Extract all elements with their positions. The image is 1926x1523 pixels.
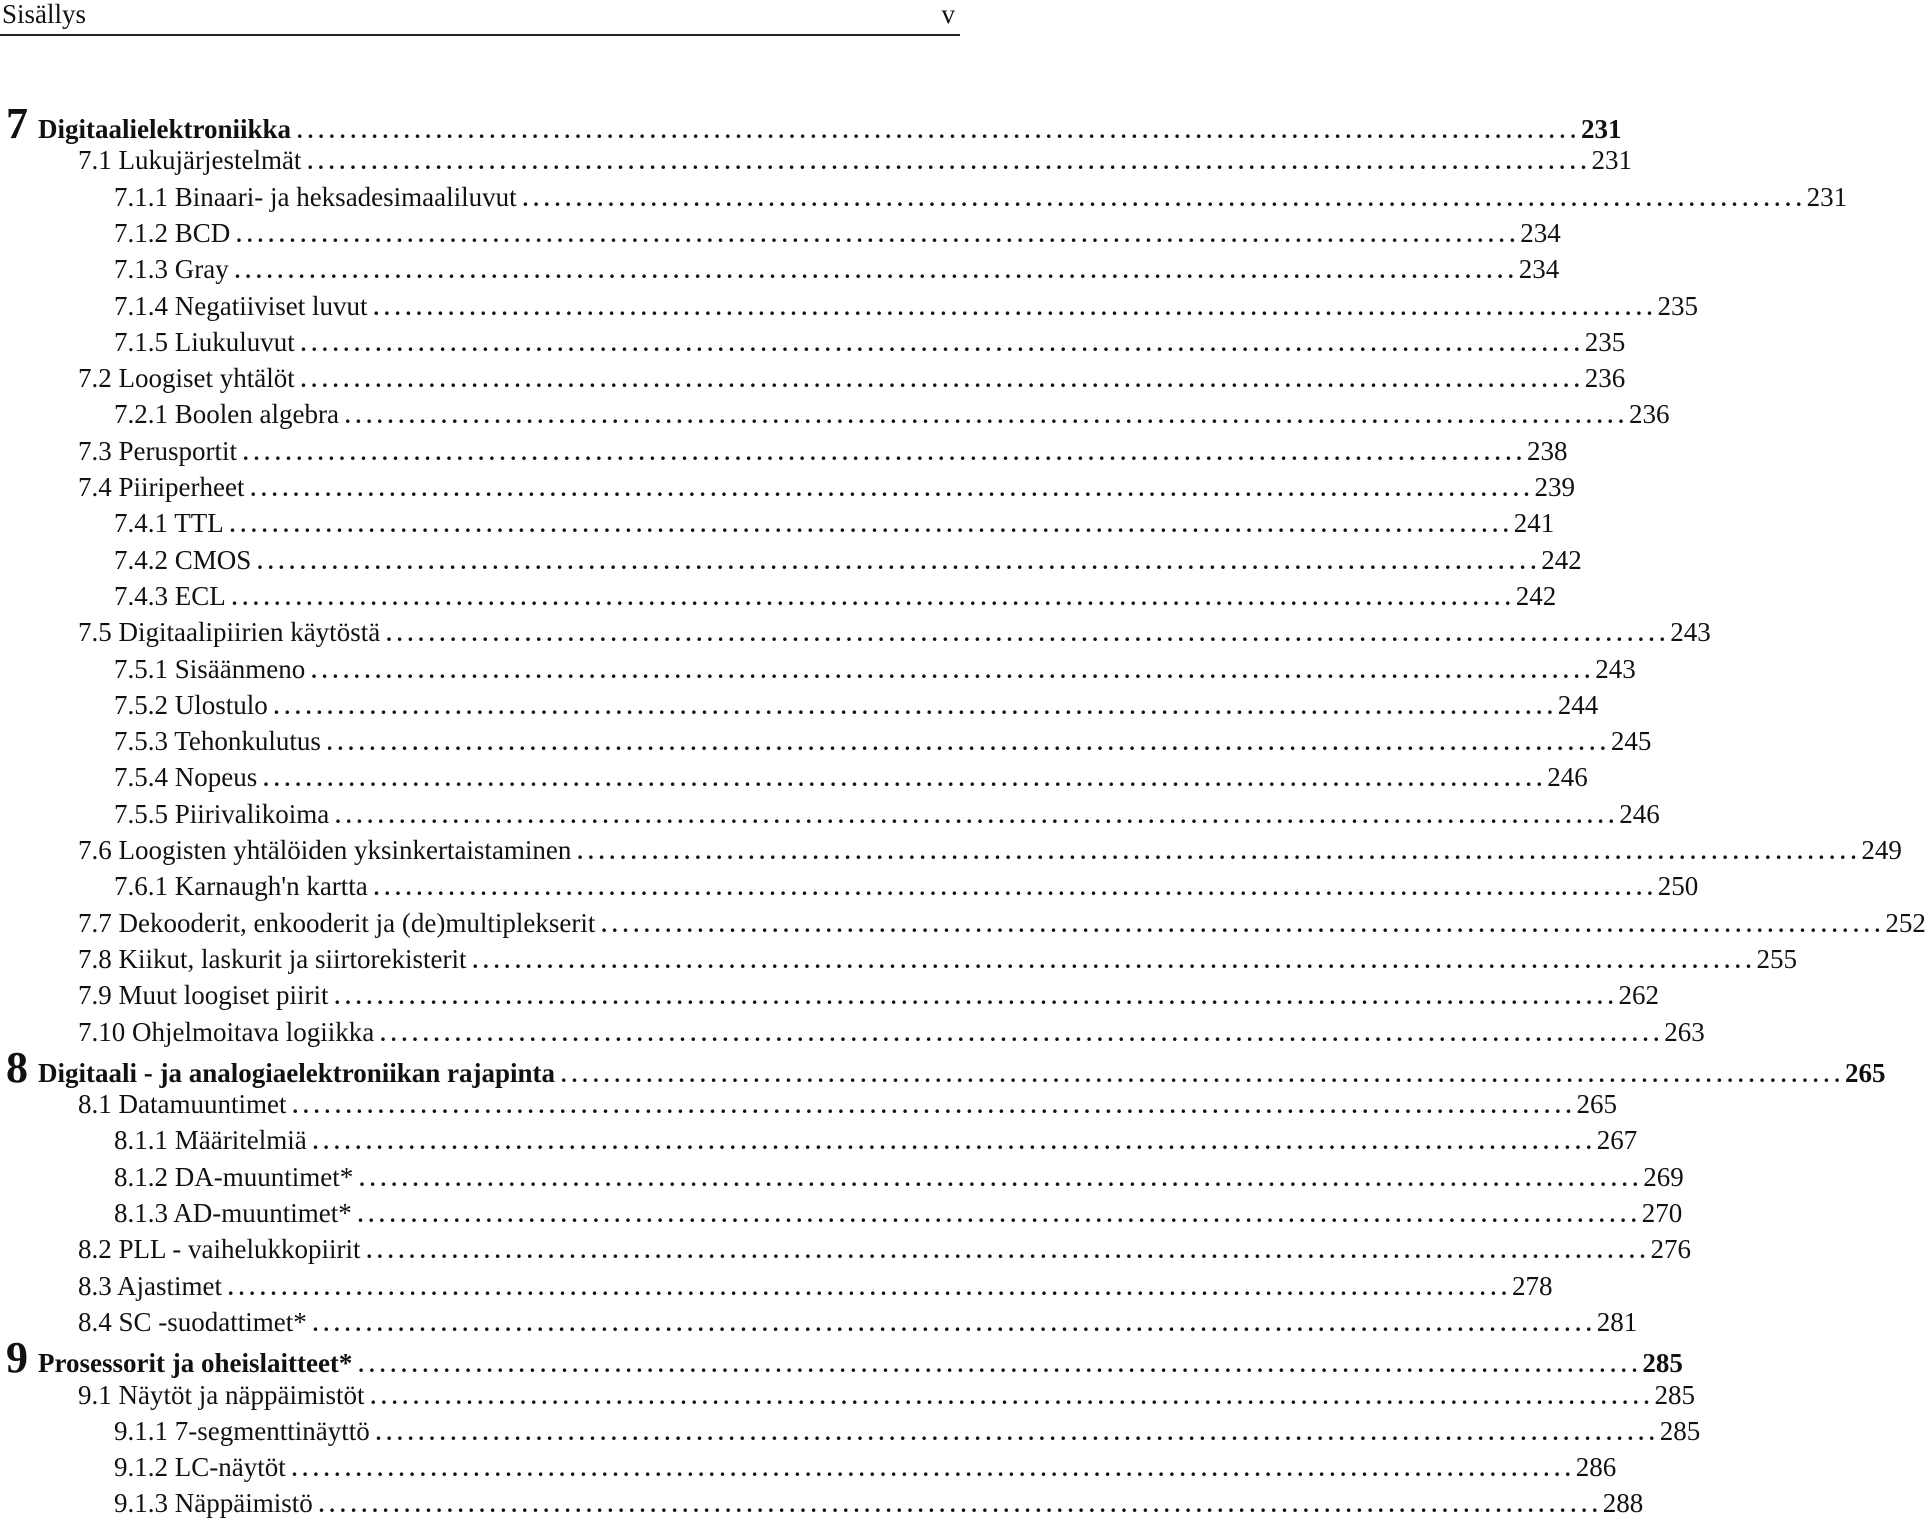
dot-leader: ........................................................................................................................ <box>263 766 1548 792</box>
dot-leader: ........................................................................................................................ <box>292 1093 1577 1119</box>
dot-leader: ........................................................................................................................ <box>312 1310 1597 1336</box>
toc-entry-title: 7.7 Dekooderit, enkooderit ja (de)multiplekserit <box>78 907 596 938</box>
dot-leader: ........................................................................................................................ <box>373 875 1658 901</box>
toc-entry-page: 236 <box>1584 363 1626 394</box>
dot-leader: ........................................................................................................................ <box>326 730 1611 756</box>
toc-entry-title: 7.1 Lukujärjestelmät <box>78 145 302 176</box>
dot-leader: ........................................................................................................................ <box>312 1129 1597 1155</box>
toc-entry[interactable] <box>114 723 1652 759</box>
toc-entry[interactable] <box>78 1304 1638 1340</box>
toc-entry[interactable] <box>78 614 1711 650</box>
toc-entry-title: Digitaali - ja analogiaelektroniikan rajapinta <box>38 1057 556 1088</box>
toc-entry[interactable] <box>114 1195 1683 1231</box>
toc-entry-title: 7.1.3 Gray <box>114 254 229 285</box>
toc-entry-page: 241 <box>1513 508 1555 539</box>
toc-entry-page: 234 <box>1520 217 1561 248</box>
toc-entry-page: 269 <box>1643 1161 1684 1192</box>
toc-entry-title: 7.2 Loogiset yhtälöt <box>78 363 295 394</box>
dot-leader: ........................................................................................................................ <box>228 1274 1512 1300</box>
toc-entry[interactable] <box>114 1159 1684 1195</box>
toc-entry-page: 242 <box>1541 544 1582 575</box>
toc-entry[interactable] <box>114 868 1699 904</box>
toc-entry[interactable] <box>78 433 1568 469</box>
toc-entry-page: 249 <box>1861 835 1902 865</box>
dot-leader: ........................................................................................................................ <box>522 185 1807 211</box>
dot-leader: ........................................................................................................................ <box>561 1061 1846 1087</box>
toc-entry[interactable] <box>78 360 1626 396</box>
toc-entry[interactable] <box>114 759 1588 795</box>
toc-entry-page: 255 <box>1756 943 1797 974</box>
toc-entry[interactable] <box>78 977 1660 1013</box>
toc-entry[interactable] <box>114 215 1561 251</box>
toc-entry[interactable] <box>114 1449 1617 1485</box>
toc-entry[interactable] <box>114 288 1698 324</box>
dot-leader: ........................................................................................................................ <box>300 330 1585 356</box>
toc-entry[interactable] <box>114 796 1660 832</box>
toc-entry-page: 262 <box>1618 980 1660 1011</box>
toc-entry-title: Prosessorit ja oheislaitteet* <box>38 1348 353 1379</box>
toc-entry[interactable] <box>114 324 1626 360</box>
toc-entry-title: 8.1.3 AD-muuntimet* <box>114 1198 352 1228</box>
toc-entry[interactable] <box>78 1268 1553 1304</box>
toc-entry-title: 7.9 Muut loogiset piirit <box>78 980 329 1011</box>
dot-leader: ........................................................................................................................ <box>297 118 1582 143</box>
dot-leader: ........................................................................................................................ <box>307 149 1592 175</box>
toc-entry-title: 7.5.1 Sisäänmeno <box>114 653 306 684</box>
dot-leader: ........................................................................................................................ <box>366 1238 1651 1264</box>
chapter-number: 9 <box>6 1333 28 1383</box>
toc-entry-title: Digitaalielektroniikka <box>38 114 292 144</box>
toc-entry-title: 7.6.1 Karnaugh'n kartta <box>114 871 368 902</box>
toc-entry[interactable] <box>78 832 1902 868</box>
dot-leader: ........................................................................................................................ <box>375 1419 1660 1445</box>
dot-leader: ........................................................................................................................ <box>318 1492 1603 1518</box>
toc-entry-page: 285 <box>1654 1379 1695 1410</box>
toc-entry-title: 7.4.1 TTL <box>114 508 224 539</box>
toc-entry-title: 7.1.5 Liukuluvut <box>114 326 295 357</box>
dot-leader: ........................................................................................................................ <box>229 512 1514 538</box>
toc-entry-page: 267 <box>1596 1125 1638 1156</box>
toc-entry-page: 244 <box>1557 689 1599 720</box>
toc-entry-title: 8.4 SC -suodattimet* <box>78 1306 307 1337</box>
toc-entry-page: 285 <box>1642 1348 1683 1379</box>
toc-chapter-entry[interactable] <box>6 1042 1886 1092</box>
toc-entry[interactable] <box>114 179 1848 215</box>
toc-entry-page: 250 <box>1657 871 1699 902</box>
dot-leader: ........................................................................................................................ <box>373 294 1658 320</box>
dot-leader: ........................................................................................................................ <box>358 1352 1643 1378</box>
toc-entry[interactable] <box>78 1377 1695 1413</box>
toc-entry-page: 246 <box>1547 762 1588 793</box>
dot-leader: ........................................................................................................................ <box>234 258 1519 284</box>
toc-entry[interactable] <box>78 1014 1705 1050</box>
dot-leader: ........................................................................................................................ <box>334 984 1619 1010</box>
toc-entry-title: 7.4.2 CMOS <box>114 544 252 575</box>
toc-entry-page: 242 <box>1515 580 1557 611</box>
toc-entry[interactable] <box>78 941 1797 977</box>
dot-leader: ........................................................................................................................ <box>236 221 1521 247</box>
toc-entry-page: 246 <box>1619 798 1660 829</box>
page-header <box>0 0 960 36</box>
toc-entry-title: 9.1 Näytöt ja näppäimistöt <box>78 1379 365 1410</box>
dot-leader: ........................................................................................................................ <box>300 367 1585 393</box>
toc-entry-title: 9.1.2 LC-näytöt <box>114 1452 286 1483</box>
toc-entry-page: 265 <box>1576 1089 1617 1120</box>
toc-entry-title: 7.8 Kiikut, laskurit ja siirtorekisterit <box>78 943 467 974</box>
header-title: Sisällys <box>2 0 87 29</box>
toc-entry-title: 8.1.2 DA-muuntimet* <box>114 1161 354 1192</box>
dot-leader: ........................................................................................................................ <box>291 1456 1576 1482</box>
dot-leader: ........................................................................................................................ <box>601 911 1886 937</box>
toc-entry-page: 285 <box>1659 1415 1701 1446</box>
toc-entry[interactable] <box>114 396 1670 432</box>
toc-entry[interactable] <box>114 1413 1701 1449</box>
toc-entry-title: 7.1.2 BCD <box>114 217 231 248</box>
toc-entry[interactable] <box>78 469 1575 505</box>
dot-leader: ........................................................................................................................ <box>357 1202 1642 1227</box>
dot-leader: ........................................................................................................................ <box>243 439 1527 465</box>
toc-entry-page: 286 <box>1575 1452 1617 1483</box>
dot-leader: ........................................................................................................................ <box>370 1383 1655 1409</box>
toc-entry-page: 243 <box>1670 617 1711 648</box>
toc-entry-page: 265 <box>1845 1057 1886 1088</box>
toc-entry-page: 281 <box>1596 1306 1638 1337</box>
toc-entry[interactable] <box>78 142 1632 178</box>
toc-entry[interactable] <box>78 1231 1691 1267</box>
chapter-number: 7 <box>6 99 28 148</box>
toc-entry[interactable] <box>78 1086 1617 1122</box>
toc-entry-page: 234 <box>1518 254 1560 285</box>
toc-chapter-entry[interactable] <box>6 1333 1683 1383</box>
toc-entry[interactable] <box>114 505 1555 541</box>
toc-entry[interactable] <box>114 651 1636 687</box>
dot-leader: ........................................................................................................................ <box>231 584 1516 610</box>
toc-entry-title: 7.1.4 Negatiiviset luvut <box>114 290 368 321</box>
toc-entry-title: 8.1 Datamuuntimet <box>78 1089 287 1120</box>
dot-leader: ........................................................................................................................ <box>257 548 1542 574</box>
toc-entry-page: 238 <box>1527 435 1568 466</box>
dot-leader: ........................................................................................................................ <box>380 1020 1665 1046</box>
toc-entry[interactable] <box>114 1485 1644 1521</box>
toc-entry-title: 9.1.3 Näppäimistö <box>114 1488 313 1519</box>
toc-entry-title: 7.1.1 Binaari- ja heksadesimaaliluvut <box>114 181 517 212</box>
toc-entry-title: 8.3 Ajastimet <box>78 1270 222 1301</box>
toc-entry-title: 8.2 PLL - vaihelukkopiirit <box>78 1234 361 1265</box>
toc-entry[interactable] <box>114 251 1560 287</box>
toc-entry-page: 245 <box>1610 726 1652 757</box>
toc-entry[interactable] <box>114 542 1582 578</box>
toc-entry-title: 7.2.1 Boolen algebra <box>114 399 339 430</box>
toc-entry-page: 252 <box>1885 907 1926 938</box>
dot-leader: ........................................................................................................................ <box>311 657 1596 683</box>
dot-leader: ........................................................................................................................ <box>386 621 1671 647</box>
toc-entry-page: 243 <box>1595 653 1636 684</box>
dot-leader: ........................................................................................................................ <box>335 802 1620 828</box>
toc-entry-page: 231 <box>1806 181 1848 212</box>
toc-entry-title: 7.5.2 Ulostulo <box>114 689 268 720</box>
toc-entry[interactable] <box>114 578 1557 614</box>
toc-entry-page: 235 <box>1584 326 1626 357</box>
toc-entry[interactable] <box>78 905 1926 941</box>
toc-entry-page: 263 <box>1664 1016 1705 1047</box>
toc-entry-title: 7.4.3 ECL <box>114 580 226 611</box>
toc-entry-page: 276 <box>1650 1234 1691 1265</box>
toc-entry[interactable] <box>114 1122 1638 1158</box>
toc-entry-page: 270 <box>1641 1198 1683 1228</box>
dot-leader: ........................................................................................................................ <box>273 693 1558 719</box>
dot-leader: ........................................................................................................................ <box>577 839 1862 864</box>
toc-entry-title: 7.5.5 Piirivalikoima <box>114 798 330 829</box>
toc-entry[interactable] <box>114 687 1599 723</box>
toc-entry-page: 278 <box>1512 1270 1553 1301</box>
toc-chapter-entry[interactable] <box>6 99 1622 148</box>
dot-leader: ........................................................................................................................ <box>344 403 1629 429</box>
toc-entry-title: 7.4 Piiriperheet <box>78 472 245 502</box>
toc-entry-page: 239 <box>1534 472 1575 502</box>
chapter-number: 8 <box>6 1042 28 1092</box>
toc-entry-title: 8.1.1 Määritelmiä <box>114 1125 307 1156</box>
toc-entry-title: 7.10 Ohjelmoitava logiikka <box>78 1016 375 1047</box>
toc-entry-title: 7.5 Digitaalipiirien käytöstä <box>78 617 381 648</box>
toc-entry-page: 235 <box>1657 290 1698 321</box>
dot-leader: ........................................................................................................................ <box>359 1165 1644 1191</box>
toc-entry-title: 9.1.1 7-segmenttinäyttö <box>114 1415 370 1446</box>
header-page-number: v <box>941 0 955 29</box>
toc-entry-page: 288 <box>1602 1488 1644 1519</box>
toc-entry-page: 231 <box>1581 114 1622 144</box>
toc-entry-title: 7.6 Loogisten yhtälöiden yksinkertaistaminen <box>78 835 572 865</box>
dot-leader: ........................................................................................................................ <box>472 947 1757 973</box>
toc-entry-page: 236 <box>1628 399 1670 430</box>
toc-entry-title: 7.5.4 Nopeus <box>114 762 258 793</box>
toc-entry-page: 231 <box>1591 145 1632 176</box>
toc-entry-title: 7.3 Perusportit <box>78 435 237 466</box>
toc-entry-title: 7.5.3 Tehonkulutus <box>114 726 321 757</box>
dot-leader: ........................................................................................................................ <box>250 476 1535 501</box>
